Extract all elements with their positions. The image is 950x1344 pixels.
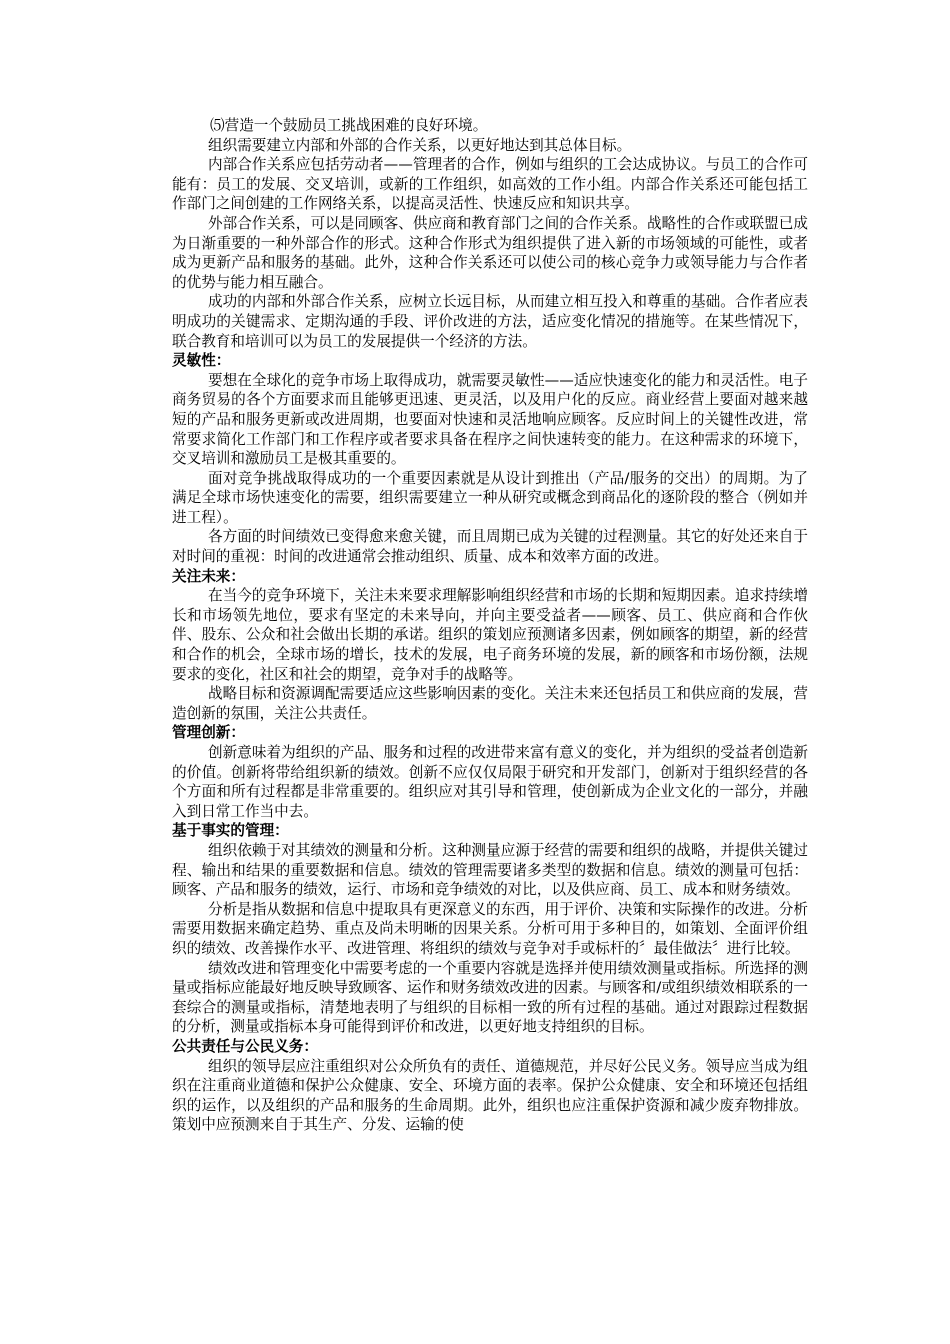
paragraph: ⑸营造一个鼓励员工挑战困难的良好环境。 [210,117,488,134]
paragraph: 组织依赖于对其绩效的测量和分析。这种测量应源于经营的需要和组织的战略，并提供关键过程、输出和结果的重要数据和信息。绩效的管理需要诸多类型的数据和信息。绩效的测量可包括：顾客、产品和服务的绩效，运行、市场和竞争绩效的对比，以及供应商、员工、成本和财务绩效。 [172,841,808,899]
paragraph: 面对竞争挑战取得成功的一个重要因素就是从设计到推出（产品/服务的交出）的周期。为了满足全球市场快速变化的需要，组织需要建立一种从研究或概念到商品化的逐阶段的整合（例如并进工程）。 [172,469,808,526]
paragraph: 绩效改进和管理变化中需要考虑的一个重要内容就是选择并使用绩效测量或指标。所选择的测量或指标应能最好地反映导致顾客、运作和财务绩效改进的因素。与顾客和/或组织绩效相联系的一套综合的测量或指标，清楚地表明了与组织的目标相一致的所有过程的基础。通过对跟踪过程数据的分析，测量或指标本身可能得到评价和改进，以更好地支持组织的目标。 [172,959,808,1036]
document-page [172,116,808,1135]
paragraph: 战略目标和资源调配需要适应这些影响因素的变化。关注未来还包括员工和供应商的发展，营造创新的氛围，关注公共责任。 [172,685,808,722]
paragraph: 在当今的竞争环境下，关注未来要求理解影响组织经营和市场的长期和短期因素。追求持续增长和市场领先地位，要求有坚定的未来导向，并向主要受益者——顾客、员工、供应商和合作伙伴、股东、公众和社会做出长期的承诺。组织的策划应预测诸多因素，例如顾客的期望，新的经营和合作的机会，全球市场的增长，技术的发展，电子商务环境的发展，新的顾客和市场份额，法规要求的变化，社区和社会的期望，竞争对手的战略等。 [172,587,808,683]
paragraph: 要想在全球化的竞争市场上取得成功，就需要灵敏性——适应快速变化的能力和灵活性。电子商务贸易的各个方面要求而且能够更迅速、更灵活，以及用户化的反应。商业经营上要面对越来越短的产品和服务更新或改进周期，也要面对快速和灵活地响应顾客。反应时间上的关键性改进，常常要求简化工作部门和工作程序或者要求具备在程序之间快速转变的能力。在这种需求的环境下，交叉培训和激励员工是极其重要的。 [172,371,808,468]
paragraph: 组织的领导层应注重组织对公众所负有的责任、道德规范，并尽好公民义务。领导应当成为组织在注重商业道德和保护公众健康、安全、环境方面的表率。保护公众健康、安全和环境还包括组织的运作，以及组织的产品和服务的生命周期。此外，组织也应注重保护资源和减少废弃物排放。策划中应预测来自于其生产、分发、运输的使 [172,1057,808,1134]
paragraph: 内部合作关系应包括劳动者——管理者的合作，例如与组织的工会达成协议。与员工的合作可能有：员工的发展、交叉培训，或新的工作组织，如高效的工作小组。内部合作关系还可能包括工作部门之间创建的工作网络关系，以提高灵活性、快速反应和知识共享。 [172,156,808,213]
paragraph: 各方面的时间绩效已变得愈来愈关键，而且周期已成为关键的过程测量。其它的好处还来自于对时间的重视：时间的改进通常会推动组织、质量、成本和效率方面的改进。 [172,528,808,566]
paragraph: 分析是指从数据和信息中提取具有更深意义的东西，用于评价、决策和实际操作的改进。分析需要用数据来确定趋势、重点及尚未明晰的因果关系。分析可用于多种目的，如策划、全面评价组织的绩效、改善操作水平、改进管理、将组织的绩效与竞争对手或标杆的〞最佳做法〞进行比较。 [172,900,808,957]
paragraph: 创新意味着为组织的产品、服务和过程的改进带来富有意义的变化，并为组织的受益者创造新的价值。创新将带给组织新的绩效。创新不应仅仅局限于研究和开发部门，创新对于组织经营的各个方面和所有过程都是非常重要的。组织应对其引导和管理，使创新成为企业文化的一部分，并融入到日常工作当中去。 [172,744,808,820]
section-heading: 管理创新： [172,724,245,742]
section-heading: 基于事实的管理： [172,822,289,840]
paragraph: 组织需要建立内部和外部的合作关系，以更好地达到其总体目标。 [208,136,632,154]
section-heading: 公共责任与公民义务： [172,1037,318,1055]
section-heading: 灵敏性： [172,352,231,370]
paragraph: 外部合作关系，可以是同顾客、供应商和教育部门之间的合作关系。战略性的合作或联盟已成为日渐重要的一种外部合作的形式。这种合作形式为组织提供了进入新的市场领域的可能性，或者成为更新产品和服务的基础。此外，这种合作关系还可以使公司的核心竞争力或领导能力与合作者的优势与能力相互融合。 [172,214,808,291]
section-heading: 关注未来： [172,567,245,585]
paragraph: 成功的内部和外部合作关系，应树立长远目标，从而建立相互投入和尊重的基础。合作者应表明成功的关键需求、定期沟通的手段、评价改进的方法，适应变化情况的措施等。在某些情况下，联合教育和培训可以为员工的发展提供一个经济的方法。 [172,293,808,350]
